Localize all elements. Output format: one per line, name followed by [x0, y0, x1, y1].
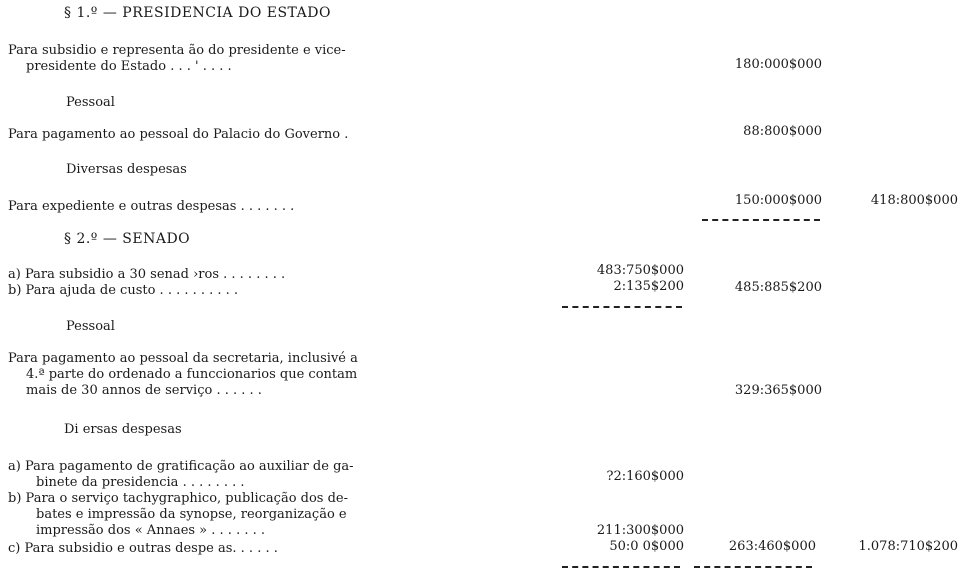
- item1-line1: Para subsidio e representa ão do presidente e vice-: [8, 43, 346, 58]
- item1-value: 180:000$000: [734, 57, 822, 72]
- senado-item-b-value: 2:135$200: [613, 279, 684, 294]
- senado-diversas-subtotal: 263:460$000: [728, 539, 816, 554]
- senado-diversas-rule-2: [694, 566, 812, 568]
- item3-text: Para expediente e outras despesas . . . . . . .: [8, 199, 295, 214]
- senado-pessoal-value: 329:365$000: [734, 383, 822, 398]
- senado-pessoal-line1: Para pagamento ao pessoal da secretaria, inclusivé a: [8, 351, 358, 366]
- senado-pessoal-line3: mais de 30 annos de serviço . . . . . .: [26, 383, 262, 398]
- section1-total: 418:800$000: [870, 193, 958, 208]
- senado-pessoal-line2: 4.ª parte do ordenado a funccionarios que contam: [26, 367, 358, 382]
- senado-diversas-b-line1: b) Para o serviço tachygraphico, publicação dos de-: [8, 491, 349, 506]
- section1-rule: [702, 219, 820, 221]
- senado-ab-rule: [562, 306, 682, 308]
- senado-diversas-b-value: 211:300$000: [596, 523, 684, 538]
- item3-value: 150:000$000: [734, 193, 822, 208]
- section1-heading: § 1.º — PRESIDENCIA DO ESTADO: [64, 5, 331, 21]
- senado-diversas-b-line2: bates e impressão da synopse, reorganização e: [36, 507, 347, 522]
- section2-total: 1.078:710$200: [858, 539, 958, 554]
- senado-diversas-a-line1: a) Para pagamento de gratificação ao auxiliar de ga-: [8, 459, 354, 474]
- senado-ab-subtotal: 485:885$200: [734, 280, 822, 295]
- section2-heading: § 2.º — SENADO: [64, 231, 191, 247]
- senado-diversas-b-line3: impressão dos « Annaes » . . . . . . .: [36, 523, 265, 538]
- item2-value: 88:800$000: [743, 124, 822, 139]
- section2-diversas-label: Di ersas despesas: [64, 422, 182, 437]
- senado-item-a: a) Para subsidio a 30 senad ›ros . . . . . . . .: [8, 267, 286, 282]
- section1-pessoal-label: Pessoal: [66, 95, 115, 110]
- senado-item-b: b) Para ajuda de custo . . . . . . . . . .: [8, 283, 239, 298]
- senado-diversas-c-value: 50:0 0$000: [609, 539, 684, 554]
- item1-line2: presidente do Estado . . . ' . . . .: [26, 59, 232, 74]
- section1-diversas-label: Diversas despesas: [66, 162, 187, 177]
- senado-item-a-value: 483:750$000: [596, 263, 684, 278]
- item2-text: Para pagamento ao pessoal do Palacio do Governo .: [8, 127, 349, 142]
- senado-diversas-c: c) Para subsidio e outras despe as. . . . . .: [8, 541, 278, 556]
- senado-diversas-a-line2: binete da presidencia . . . . . . . .: [36, 475, 245, 490]
- senado-diversas-a-value: ?2:160$000: [606, 469, 684, 484]
- senado-diversas-rule-1: [562, 566, 680, 568]
- section2-pessoal-label: Pessoal: [66, 319, 115, 334]
